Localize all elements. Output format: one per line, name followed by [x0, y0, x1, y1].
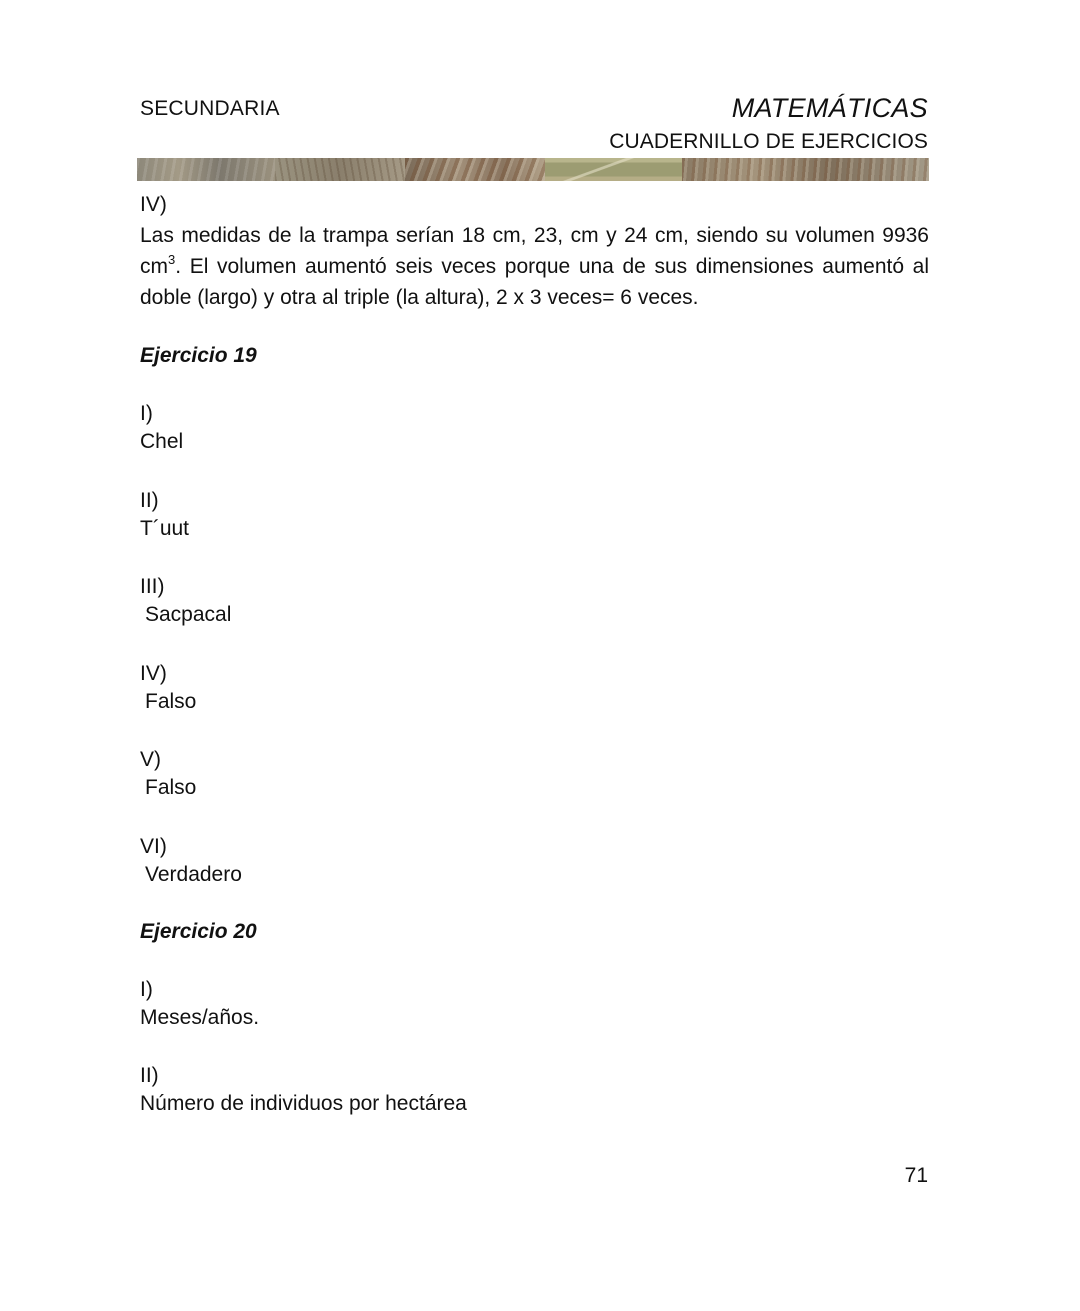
exercise-19-item-4	[140, 660, 196, 716]
exercise-20-item-1	[140, 976, 259, 1032]
banner-segment	[275, 158, 405, 181]
superscript-exponent: 3	[168, 252, 176, 267]
item-answer: Número de individuos por hectárea	[140, 1092, 467, 1115]
item-label: I)	[140, 402, 153, 425]
item-label: IV)	[140, 193, 167, 216]
item-answer: T´uut	[140, 517, 190, 540]
answer-text: Las medidas de la trampa serían 18 cm, 23, cm y 24 cm, siendo su volumen 9936 cm	[140, 224, 929, 278]
item-answer: Sacpacal	[145, 603, 232, 626]
item-answer: Falso	[145, 776, 197, 799]
exercise-19-title	[140, 342, 257, 370]
header-subject-title: MATEMÁTICAS	[731, 93, 928, 123]
item-label: II)	[140, 489, 159, 512]
answer-paragraph	[140, 220, 929, 313]
exercise-19-item-3	[140, 573, 231, 629]
section-heading: Ejercicio 20	[140, 920, 257, 943]
item-answer: Falso	[145, 690, 197, 713]
answer-text: . El volumen aumentó seis veces porque una de sus dimensiones aumentó al doble (largo) y otra al triple (la altura), 2 x 3 veces= 6 veces.	[140, 255, 929, 309]
item-label: I)	[140, 978, 153, 1001]
banner-segment	[682, 158, 929, 181]
exercise-19-item-5	[140, 746, 196, 802]
item-answer: Meses/años.	[140, 1006, 260, 1029]
item-label: V)	[140, 748, 161, 771]
item-answer: Verdadero	[145, 863, 242, 886]
banner-segment	[137, 158, 275, 181]
banner-segment	[545, 158, 682, 181]
item-answer: Chel	[140, 430, 184, 453]
item-label: III)	[140, 575, 165, 598]
item-label: IV)	[140, 662, 167, 685]
exercise-19-item-6	[140, 833, 242, 889]
exercise-20-title	[140, 918, 257, 946]
item-label: II)	[140, 1064, 159, 1087]
page-number: 71	[904, 1164, 928, 1187]
section-heading: Ejercicio 19	[140, 344, 257, 367]
banner-segment	[405, 158, 545, 181]
exercise-19-item-2	[140, 487, 189, 543]
exercise-18-part-4	[140, 189, 929, 313]
header-level: SECUNDARIA	[140, 97, 280, 120]
exercise-20-item-2	[140, 1062, 467, 1118]
item-label: VI)	[140, 835, 167, 858]
header-stone-texture-banner	[137, 158, 929, 181]
header-booklet-subtitle: CUADERNILLO DE EJERCICIOS	[609, 130, 928, 153]
exercise-19-item-1	[140, 400, 183, 456]
